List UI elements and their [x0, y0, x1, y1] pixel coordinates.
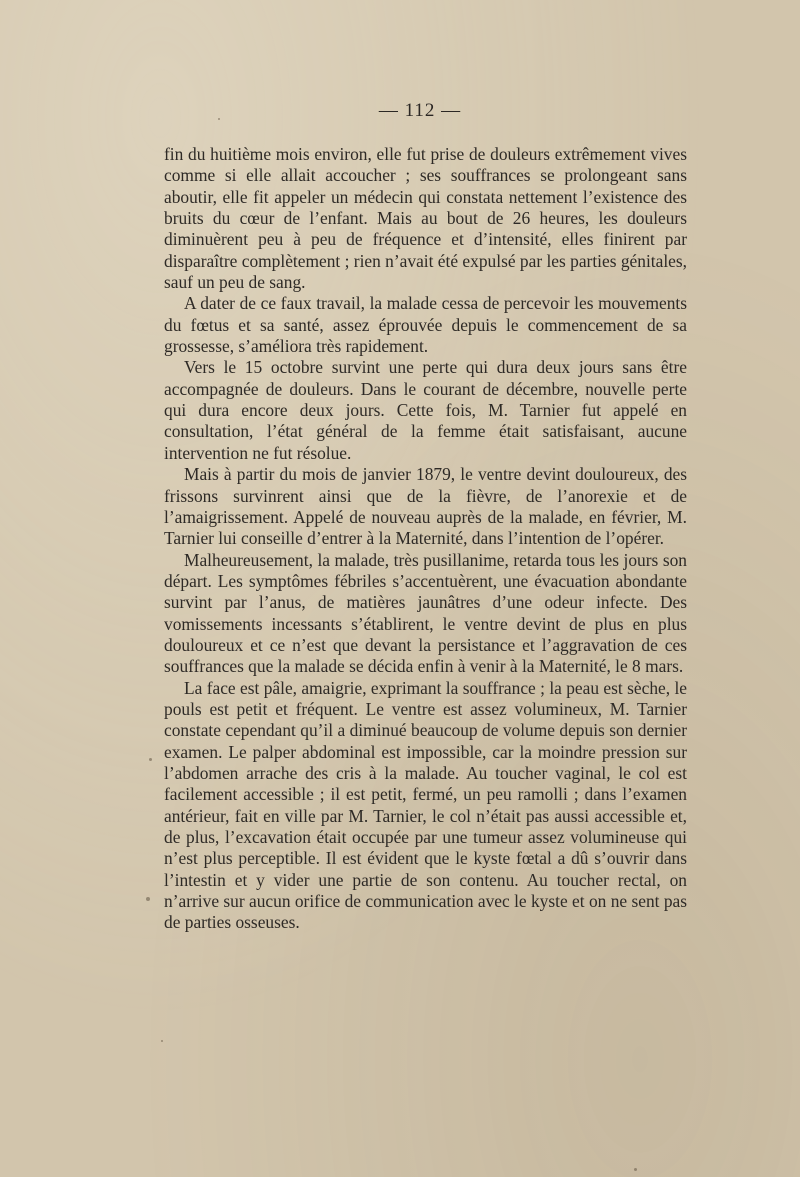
body-text — [164, 144, 687, 934]
paragraph-6: La face est pâle, amaigrie, exprimant la souffrance ; la peau est sèche, le pouls est petit et fréquent. Le ventre est assez volumineux, M. Tarnier constate cependant qu’il a diminué beaucoup de volume depuis son dernier examen. Le palper abdominal est impossible, car la moindre pression sur l’abdomen arrache des cris à la malade. Au toucher vaginal, le col est facilement accessible ; il est petit, fermé, un peu ramolli ; dans l’examen antérieur, fait en ville par M. Tarnier, le col n’était pas aussi accessible et, de plus, l’excavation était occupée par une tumeur assez volumineuse qui n’est plus perceptible. Il est évident que le kyste fœtal a dû s’ouvrir dans l’intestin et y vider une partie de son contenu. Au toucher rectal, on n’arrive sur aucun orifice de communication avec le kyste et on ne sent pas de parties osseuses. — [164, 677, 687, 933]
paper-speck — [161, 1040, 163, 1042]
paper-speck — [634, 1168, 637, 1171]
paper-speck — [218, 118, 220, 120]
paragraph-5: Malheureusement, la malade, très pusillanime, retarda tous les jours son départ. Les symptômes fébriles s’accentuèrent, une évacuation abondante survint par l’anus, de matières jaunâtres d’une odeur infecte. Des vomissements incessants s’établirent, le ventre devint de plus en plus douloureux et ce n’est que devant la persistance et l’aggravation de ces souffrances que la malade se décida enfin à venir à la Maternité, le 8 mars. — [164, 549, 687, 677]
paper-speck — [146, 897, 150, 901]
paragraph-2: A dater de ce faux travail, la malade cessa de percevoir les mouvements du fœtus et sa santé, assez éprouvée depuis le commencement de sa grossesse, s’améliora très rapidement. — [164, 293, 687, 357]
paper-speck — [149, 758, 152, 761]
page-number: — 112 — — [378, 100, 462, 121]
paragraph-3: Vers le 15 octobre survint une perte qui dura deux jours sans être accompagnée de douleurs. Dans le courant de décembre, nouvelle perte qui dura encore deux jours. Cette fois, M. Tarnier fut appelé en consultation, l’état général de la femme était satisfaisant, aucune intervention ne fut résolue. — [164, 357, 687, 463]
paragraph-1: fin du huitième mois environ, elle fut prise de douleurs extrêmement vives comme si elle allait accoucher ; ses souffrances se prolongeant sans aboutir, elle fit appeler un médecin qui constata nettement l’existence des bruits du cœur de l’enfant. Mais au bout de 26 heures, les douleurs diminuèrent peu à peu de fréquence et d’intensité, elles finirent par disparaître complètement ; rien n’avait été expulsé par les parties génitales, sauf un peu de sang. — [164, 144, 687, 293]
paragraph-4: Mais à partir du mois de janvier 1879, le ventre devint douloureux, des frissons survinrent ainsi que de la fièvre, de l’anorexie et de l’amaigrissement. Appelé de nouveau auprès de la malade, en février, M. Tarnier lui conseille d’entrer à la Maternité, dans l’intention de l’opérer. — [164, 464, 687, 549]
